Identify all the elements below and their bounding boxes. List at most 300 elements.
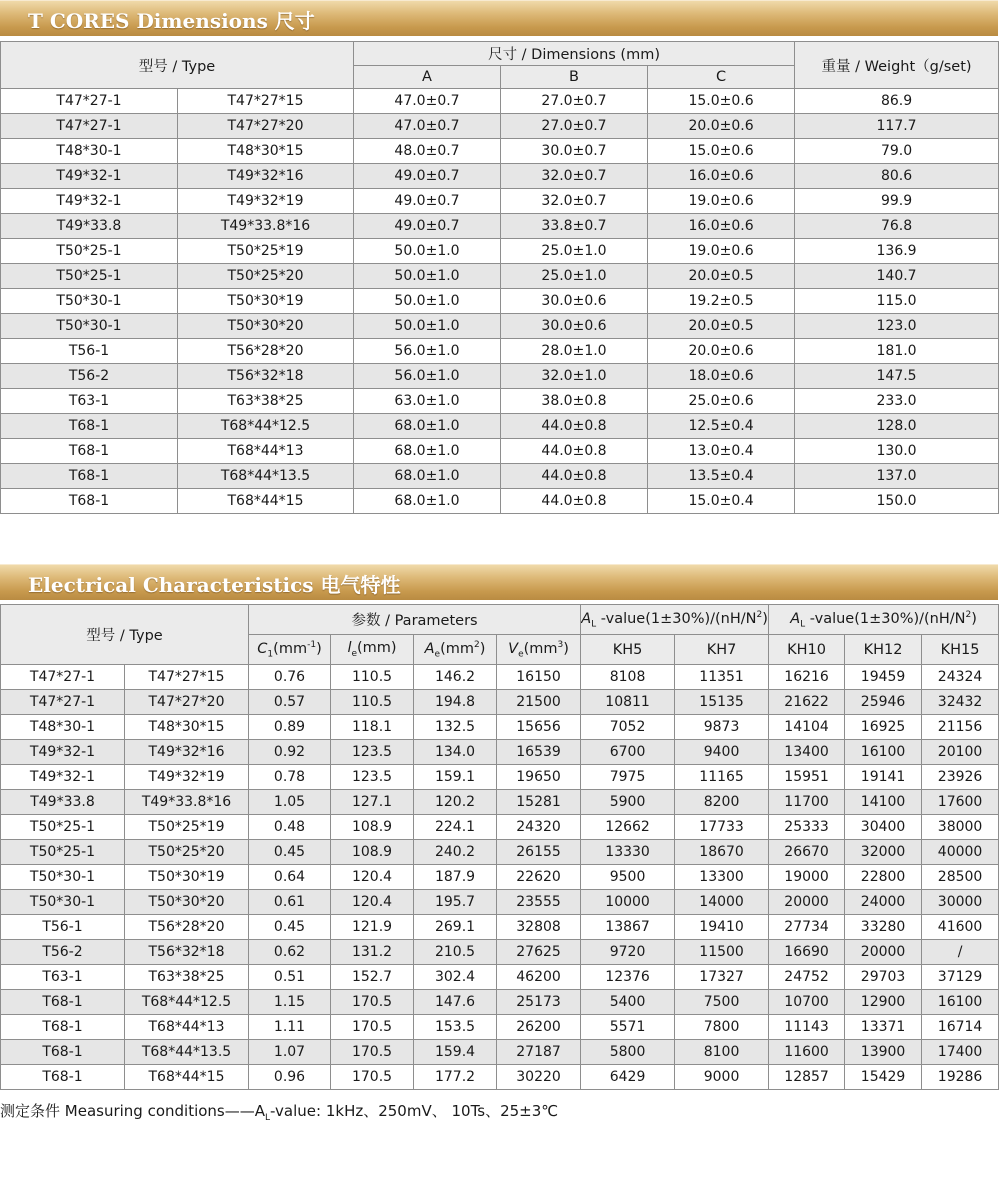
table-cell: 8200: [675, 790, 769, 815]
table-cell: 170.5: [331, 1065, 414, 1090]
table-cell: T68-1: [1, 1015, 125, 1040]
table-cell: T48*30*15: [125, 715, 249, 740]
table-cell: 187.9: [414, 865, 497, 890]
table-cell: 47.0±0.7: [354, 114, 501, 139]
table-cell: 233.0: [795, 389, 999, 414]
table-cell: 16100: [845, 740, 922, 765]
table-cell: 150.0: [795, 489, 999, 514]
al-close: ): [762, 610, 768, 627]
table-cell: 170.5: [331, 1015, 414, 1040]
table-cell: 134.0: [414, 740, 497, 765]
table-row: [1, 890, 999, 915]
table-cell: 33.8±0.7: [501, 214, 648, 239]
table-cell: T49*32*16: [125, 740, 249, 765]
table-cell: 49.0±0.7: [354, 189, 501, 214]
table-cell: 108.9: [331, 815, 414, 840]
table-cell: 152.7: [331, 965, 414, 990]
table-cell: 25.0±0.6: [648, 389, 795, 414]
dim-c-header: C: [648, 66, 795, 89]
table-cell: 68.0±1.0: [354, 439, 501, 464]
table-cell: 16714: [922, 1015, 999, 1040]
table-cell: T50*25-1: [1, 239, 178, 264]
table-cell: T50*30-1: [1, 890, 125, 915]
ae-superscript: 2: [474, 639, 480, 650]
table-cell: 8100: [675, 1040, 769, 1065]
note-prefix: 测定条件 Measuring conditions——A: [0, 1102, 266, 1120]
table-cell: 12857: [769, 1065, 845, 1090]
table-row: [1, 489, 999, 514]
table-cell: 50.0±1.0: [354, 289, 501, 314]
dimensions-section-title: T CORES Dimensions 尺寸: [28, 9, 315, 33]
table-cell: T68*44*13.5: [125, 1040, 249, 1065]
table-cell: 0.62: [249, 940, 331, 965]
table-cell: T49*32-1: [1, 189, 178, 214]
ae-subscript: e: [434, 649, 441, 660]
table-cell: 68.0±1.0: [354, 464, 501, 489]
table-cell: T68-1: [1, 1065, 125, 1090]
table-cell: 20100: [922, 740, 999, 765]
table-cell: 79.0: [795, 139, 999, 164]
table-cell: T63*38*25: [178, 389, 354, 414]
al-subscript: L: [800, 619, 806, 630]
table-cell: 17733: [675, 815, 769, 840]
table-cell: T48*30-1: [1, 139, 178, 164]
c1-header: [249, 635, 331, 665]
table-cell: 48.0±0.7: [354, 139, 501, 164]
table-cell: 0.51: [249, 965, 331, 990]
table-cell: 21622: [769, 690, 845, 715]
table-row: [1, 990, 999, 1015]
table-cell: 12662: [581, 815, 675, 840]
table-cell: 15951: [769, 765, 845, 790]
al-text: -value(1±30%)/(nH/N: [596, 610, 757, 627]
table-cell: 16925: [845, 715, 922, 740]
table-cell: 23926: [922, 765, 999, 790]
table-cell: 68.0±1.0: [354, 414, 501, 439]
table-cell: T49*32*19: [178, 189, 354, 214]
table-cell: 0.96: [249, 1065, 331, 1090]
table-cell: 13900: [845, 1040, 922, 1065]
le-unit: (mm): [357, 640, 397, 657]
table-row: [1, 364, 999, 389]
table-row: [1, 114, 999, 139]
table-cell: 13.5±0.4: [648, 464, 795, 489]
table-cell: 76.8: [795, 214, 999, 239]
table-cell: 146.2: [414, 665, 497, 690]
table-cell: T63-1: [1, 965, 125, 990]
table-cell: 153.5: [414, 1015, 497, 1040]
table-cell: 147.6: [414, 990, 497, 1015]
table-cell: 86.9: [795, 89, 999, 114]
dimensions-table: [0, 41, 999, 514]
table-cell: T50*25*19: [178, 239, 354, 264]
table-cell: 26200: [497, 1015, 581, 1040]
table-cell: 12.5±0.4: [648, 414, 795, 439]
table-cell: 32432: [922, 690, 999, 715]
table-cell: 1.05: [249, 790, 331, 815]
table-cell: 181.0: [795, 339, 999, 364]
table-cell: 13400: [769, 740, 845, 765]
table-cell: 128.0: [795, 414, 999, 439]
table-cell: 15.0±0.6: [648, 89, 795, 114]
table-cell: 0.89: [249, 715, 331, 740]
table-row: [1, 715, 999, 740]
table-cell: 195.7: [414, 890, 497, 915]
electrical-section-title: Electrical Characteristics 电气特性: [28, 573, 401, 597]
table-cell: 29703: [845, 965, 922, 990]
table-cell: 6700: [581, 740, 675, 765]
table-cell: 15281: [497, 790, 581, 815]
electrical-table-body: [1, 665, 999, 1090]
table-cell: 140.7: [795, 264, 999, 289]
table-cell: 41600: [922, 915, 999, 940]
table-cell: T68-1: [1, 439, 178, 464]
table-cell: 40000: [922, 840, 999, 865]
table-row: [1, 740, 999, 765]
table-cell: T47*27*15: [178, 89, 354, 114]
table-cell: 11700: [769, 790, 845, 815]
le-symbol: l: [347, 640, 352, 657]
table-cell: 17327: [675, 965, 769, 990]
table-cell: T50*25*20: [178, 264, 354, 289]
table-cell: 68.0±1.0: [354, 489, 501, 514]
table-cell: 32808: [497, 915, 581, 940]
table-cell: 8108: [581, 665, 675, 690]
kh7-header: KH7: [675, 635, 769, 665]
table-cell: T49*32-1: [1, 740, 125, 765]
table-cell: 24320: [497, 815, 581, 840]
dimensions-header: 尺寸 / Dimensions (mm): [354, 42, 795, 66]
table-cell: 32.0±1.0: [501, 364, 648, 389]
table-cell: 6429: [581, 1065, 675, 1090]
table-row: [1, 264, 999, 289]
table-row: [1, 314, 999, 339]
table-cell: T68*44*13: [125, 1015, 249, 1040]
table-cell: 12900: [845, 990, 922, 1015]
table-cell: T68-1: [1, 464, 178, 489]
al-symbol: A: [581, 610, 592, 627]
table-row: [1, 139, 999, 164]
table-cell: 80.6: [795, 164, 999, 189]
table-row: [1, 765, 999, 790]
table-cell: 15.0±0.6: [648, 139, 795, 164]
table-cell: T56-2: [1, 364, 178, 389]
table-cell: 30.0±0.7: [501, 139, 648, 164]
table-cell: 47.0±0.7: [354, 89, 501, 114]
table-cell: 49.0±0.7: [354, 214, 501, 239]
table-cell: 30.0±0.6: [501, 289, 648, 314]
table-cell: 210.5: [414, 940, 497, 965]
table-cell: T49*33.8: [1, 214, 178, 239]
electrical-section-header: [0, 564, 998, 600]
table-cell: T68*44*12.5: [178, 414, 354, 439]
table-cell: 33280: [845, 915, 922, 940]
table-row: [1, 1015, 999, 1040]
table-cell: 38000: [922, 815, 999, 840]
table-cell: 32.0±0.7: [501, 189, 648, 214]
table-cell: 27187: [497, 1040, 581, 1065]
table-cell: 240.2: [414, 840, 497, 865]
c1-symbol: C: [257, 640, 268, 657]
table-cell: 24324: [922, 665, 999, 690]
table-cell: 46200: [497, 965, 581, 990]
table-cell: 14000: [675, 890, 769, 915]
table-cell: 110.5: [331, 665, 414, 690]
table-cell: T50*25-1: [1, 264, 178, 289]
table-cell: 20.0±0.6: [648, 339, 795, 364]
table-cell: 11600: [769, 1040, 845, 1065]
table-cell: 127.1: [331, 790, 414, 815]
table-cell: T50*30*20: [178, 314, 354, 339]
table-cell: T56*32*18: [178, 364, 354, 389]
table-cell: 25333: [769, 815, 845, 840]
table-cell: T49*33.8*16: [178, 214, 354, 239]
kh5-header: KH5: [581, 635, 675, 665]
table-cell: 11165: [675, 765, 769, 790]
table-cell: T63-1: [1, 389, 178, 414]
table-cell: 159.4: [414, 1040, 497, 1065]
table-cell: 44.0±0.8: [501, 464, 648, 489]
table-cell: 194.8: [414, 690, 497, 715]
table-cell: 123.0: [795, 314, 999, 339]
table-cell: 123.5: [331, 740, 414, 765]
table-cell: 37129: [922, 965, 999, 990]
table-cell: 24000: [845, 890, 922, 915]
table-cell: 32.0±0.7: [501, 164, 648, 189]
table-cell: 18670: [675, 840, 769, 865]
le-subscript: e: [351, 648, 358, 659]
table-cell: 5571: [581, 1015, 675, 1040]
table-cell: 115.0: [795, 289, 999, 314]
c1-close: ): [316, 640, 322, 657]
table-cell: 32000: [845, 840, 922, 865]
table-cell: 108.9: [331, 840, 414, 865]
table-cell: 38.0±0.8: [501, 389, 648, 414]
table-cell: 20000: [769, 890, 845, 915]
table-cell: 1.07: [249, 1040, 331, 1065]
table-row: [1, 790, 999, 815]
table-cell: 19410: [675, 915, 769, 940]
table-cell: T56-1: [1, 339, 178, 364]
table-cell: 19.2±0.5: [648, 289, 795, 314]
table-cell: 0.45: [249, 840, 331, 865]
table-cell: 11143: [769, 1015, 845, 1040]
table-cell: 0.61: [249, 890, 331, 915]
table-cell: T49*32*16: [178, 164, 354, 189]
le-header: [331, 635, 414, 665]
table-cell: T47*27*20: [125, 690, 249, 715]
c1-unit: (mm: [273, 640, 308, 657]
table-cell: 0.64: [249, 865, 331, 890]
table-cell: T47*27*20: [178, 114, 354, 139]
table-cell: 27.0±0.7: [501, 114, 648, 139]
table-cell: 30220: [497, 1065, 581, 1090]
table-cell: 22800: [845, 865, 922, 890]
table-cell: 1.11: [249, 1015, 331, 1040]
al-subscript: L: [591, 619, 597, 630]
table-cell: T68-1: [1, 1040, 125, 1065]
table-row: [1, 214, 999, 239]
table-cell: 63.0±1.0: [354, 389, 501, 414]
table-cell: T50*30-1: [1, 865, 125, 890]
al-close: ): [971, 610, 977, 627]
table-cell: T68*44*15: [178, 489, 354, 514]
table-row: [1, 89, 999, 114]
table-cell: T63*38*25: [125, 965, 249, 990]
table-cell: 224.1: [414, 815, 497, 840]
table-row: [1, 189, 999, 214]
table-row: [1, 690, 999, 715]
al-text: -value(1±30%)/(nH/N: [805, 610, 966, 627]
table-cell: 147.5: [795, 364, 999, 389]
table-cell: 25173: [497, 990, 581, 1015]
table-row: [1, 965, 999, 990]
table-cell: T50*25-1: [1, 840, 125, 865]
c1-superscript: -1: [307, 639, 317, 650]
table-cell: T49*32-1: [1, 164, 178, 189]
table-cell: 19141: [845, 765, 922, 790]
table-cell: 24752: [769, 965, 845, 990]
table-row: [1, 1040, 999, 1065]
table-cell: 13371: [845, 1015, 922, 1040]
table-cell: T56-1: [1, 915, 125, 940]
ae-unit: (mm: [440, 640, 474, 657]
table-cell: 27625: [497, 940, 581, 965]
table-cell: 19650: [497, 765, 581, 790]
table-cell: T50*25*19: [125, 815, 249, 840]
table-cell: 5900: [581, 790, 675, 815]
table-cell: 11500: [675, 940, 769, 965]
table-cell: 10700: [769, 990, 845, 1015]
table-cell: 11351: [675, 665, 769, 690]
table-cell: 9400: [675, 740, 769, 765]
table-cell: 10811: [581, 690, 675, 715]
table-cell: 17400: [922, 1040, 999, 1065]
table-cell: 13300: [675, 865, 769, 890]
table-row: [1, 439, 999, 464]
table-cell: 0.45: [249, 915, 331, 940]
table-cell: 19000: [769, 865, 845, 890]
kh12-header: KH12: [845, 635, 922, 665]
table-cell: T68-1: [1, 990, 125, 1015]
table-cell: 27734: [769, 915, 845, 940]
table-cell: 20.0±0.5: [648, 314, 795, 339]
table-cell: 302.4: [414, 965, 497, 990]
ve-subscript: e: [518, 649, 524, 660]
table-cell: 15429: [845, 1065, 922, 1090]
table-cell: 7800: [675, 1015, 769, 1040]
table-cell: T47*27-1: [1, 665, 125, 690]
ve-header: [497, 635, 581, 665]
table-cell: 13330: [581, 840, 675, 865]
table-cell: T50*30*19: [125, 865, 249, 890]
table-cell: 49.0±0.7: [354, 164, 501, 189]
al-symbol: A: [790, 610, 801, 627]
ae-close: ): [479, 640, 486, 657]
table-cell: T50*30*20: [125, 890, 249, 915]
table-cell: T50*30-1: [1, 289, 178, 314]
c1-subscript: 1: [267, 649, 274, 660]
table-cell: 23555: [497, 890, 581, 915]
table-cell: 9720: [581, 940, 675, 965]
table-cell: 120.4: [331, 865, 414, 890]
table-cell: 5400: [581, 990, 675, 1015]
table-row: [1, 865, 999, 890]
table-cell: 177.2: [414, 1065, 497, 1090]
table-cell: 7500: [675, 990, 769, 1015]
table-cell: 44.0±0.8: [501, 439, 648, 464]
table-row: [1, 339, 999, 364]
type-header: 型号 / Type: [1, 42, 354, 89]
table-cell: 30.0±0.6: [501, 314, 648, 339]
table-cell: T49*33.8*16: [125, 790, 249, 815]
table-cell: 7975: [581, 765, 675, 790]
table-cell: T50*25*20: [125, 840, 249, 865]
table-cell: 9873: [675, 715, 769, 740]
table-cell: T47*27-1: [1, 89, 178, 114]
table-cell: 19459: [845, 665, 922, 690]
table-cell: 120.4: [331, 890, 414, 915]
table-row: [1, 840, 999, 865]
table-cell: 21500: [497, 690, 581, 715]
table-cell: 9500: [581, 865, 675, 890]
table-cell: 22620: [497, 865, 581, 890]
note-subscript: L: [265, 1113, 271, 1123]
table-cell: T68-1: [1, 489, 178, 514]
table-cell: 269.1: [414, 915, 497, 940]
dimensions-section-header: [0, 0, 998, 36]
table-cell: T56*28*20: [178, 339, 354, 364]
table-cell: 26670: [769, 840, 845, 865]
table-row: [1, 940, 999, 965]
table-cell: 132.5: [414, 715, 497, 740]
table-cell: T50*30-1: [1, 314, 178, 339]
table-row: [1, 464, 999, 489]
table-row: [1, 1065, 999, 1090]
table-row: [1, 239, 999, 264]
table-cell: T47*27-1: [1, 690, 125, 715]
table-row: [1, 289, 999, 314]
ve-unit: (mm: [523, 640, 558, 657]
al-value-header-2: [769, 605, 999, 635]
table-row: [1, 665, 999, 690]
table-cell: 130.0: [795, 439, 999, 464]
table-cell: 0.57: [249, 690, 331, 715]
table-cell: T48*30-1: [1, 715, 125, 740]
table-cell: 14104: [769, 715, 845, 740]
table-cell: 170.5: [331, 990, 414, 1015]
table-row: [1, 815, 999, 840]
table-cell: 120.2: [414, 790, 497, 815]
table-cell: 15.0±0.4: [648, 489, 795, 514]
table-cell: /: [922, 940, 999, 965]
table-cell: T68*44*13.5: [178, 464, 354, 489]
table-cell: 19.0±0.6: [648, 189, 795, 214]
table-cell: 28500: [922, 865, 999, 890]
table-cell: 123.5: [331, 765, 414, 790]
table-cell: T68*44*13: [178, 439, 354, 464]
table-cell: 13.0±0.4: [648, 439, 795, 464]
table-cell: 56.0±1.0: [354, 339, 501, 364]
table-cell: 30000: [922, 890, 999, 915]
table-cell: 50.0±1.0: [354, 264, 501, 289]
table-cell: 20.0±0.6: [648, 114, 795, 139]
al-superscript: 2: [756, 609, 763, 620]
table-cell: T49*33.8: [1, 790, 125, 815]
table-cell: 170.5: [331, 1040, 414, 1065]
dim-b-header: B: [501, 66, 648, 89]
table-cell: 121.9: [331, 915, 414, 940]
